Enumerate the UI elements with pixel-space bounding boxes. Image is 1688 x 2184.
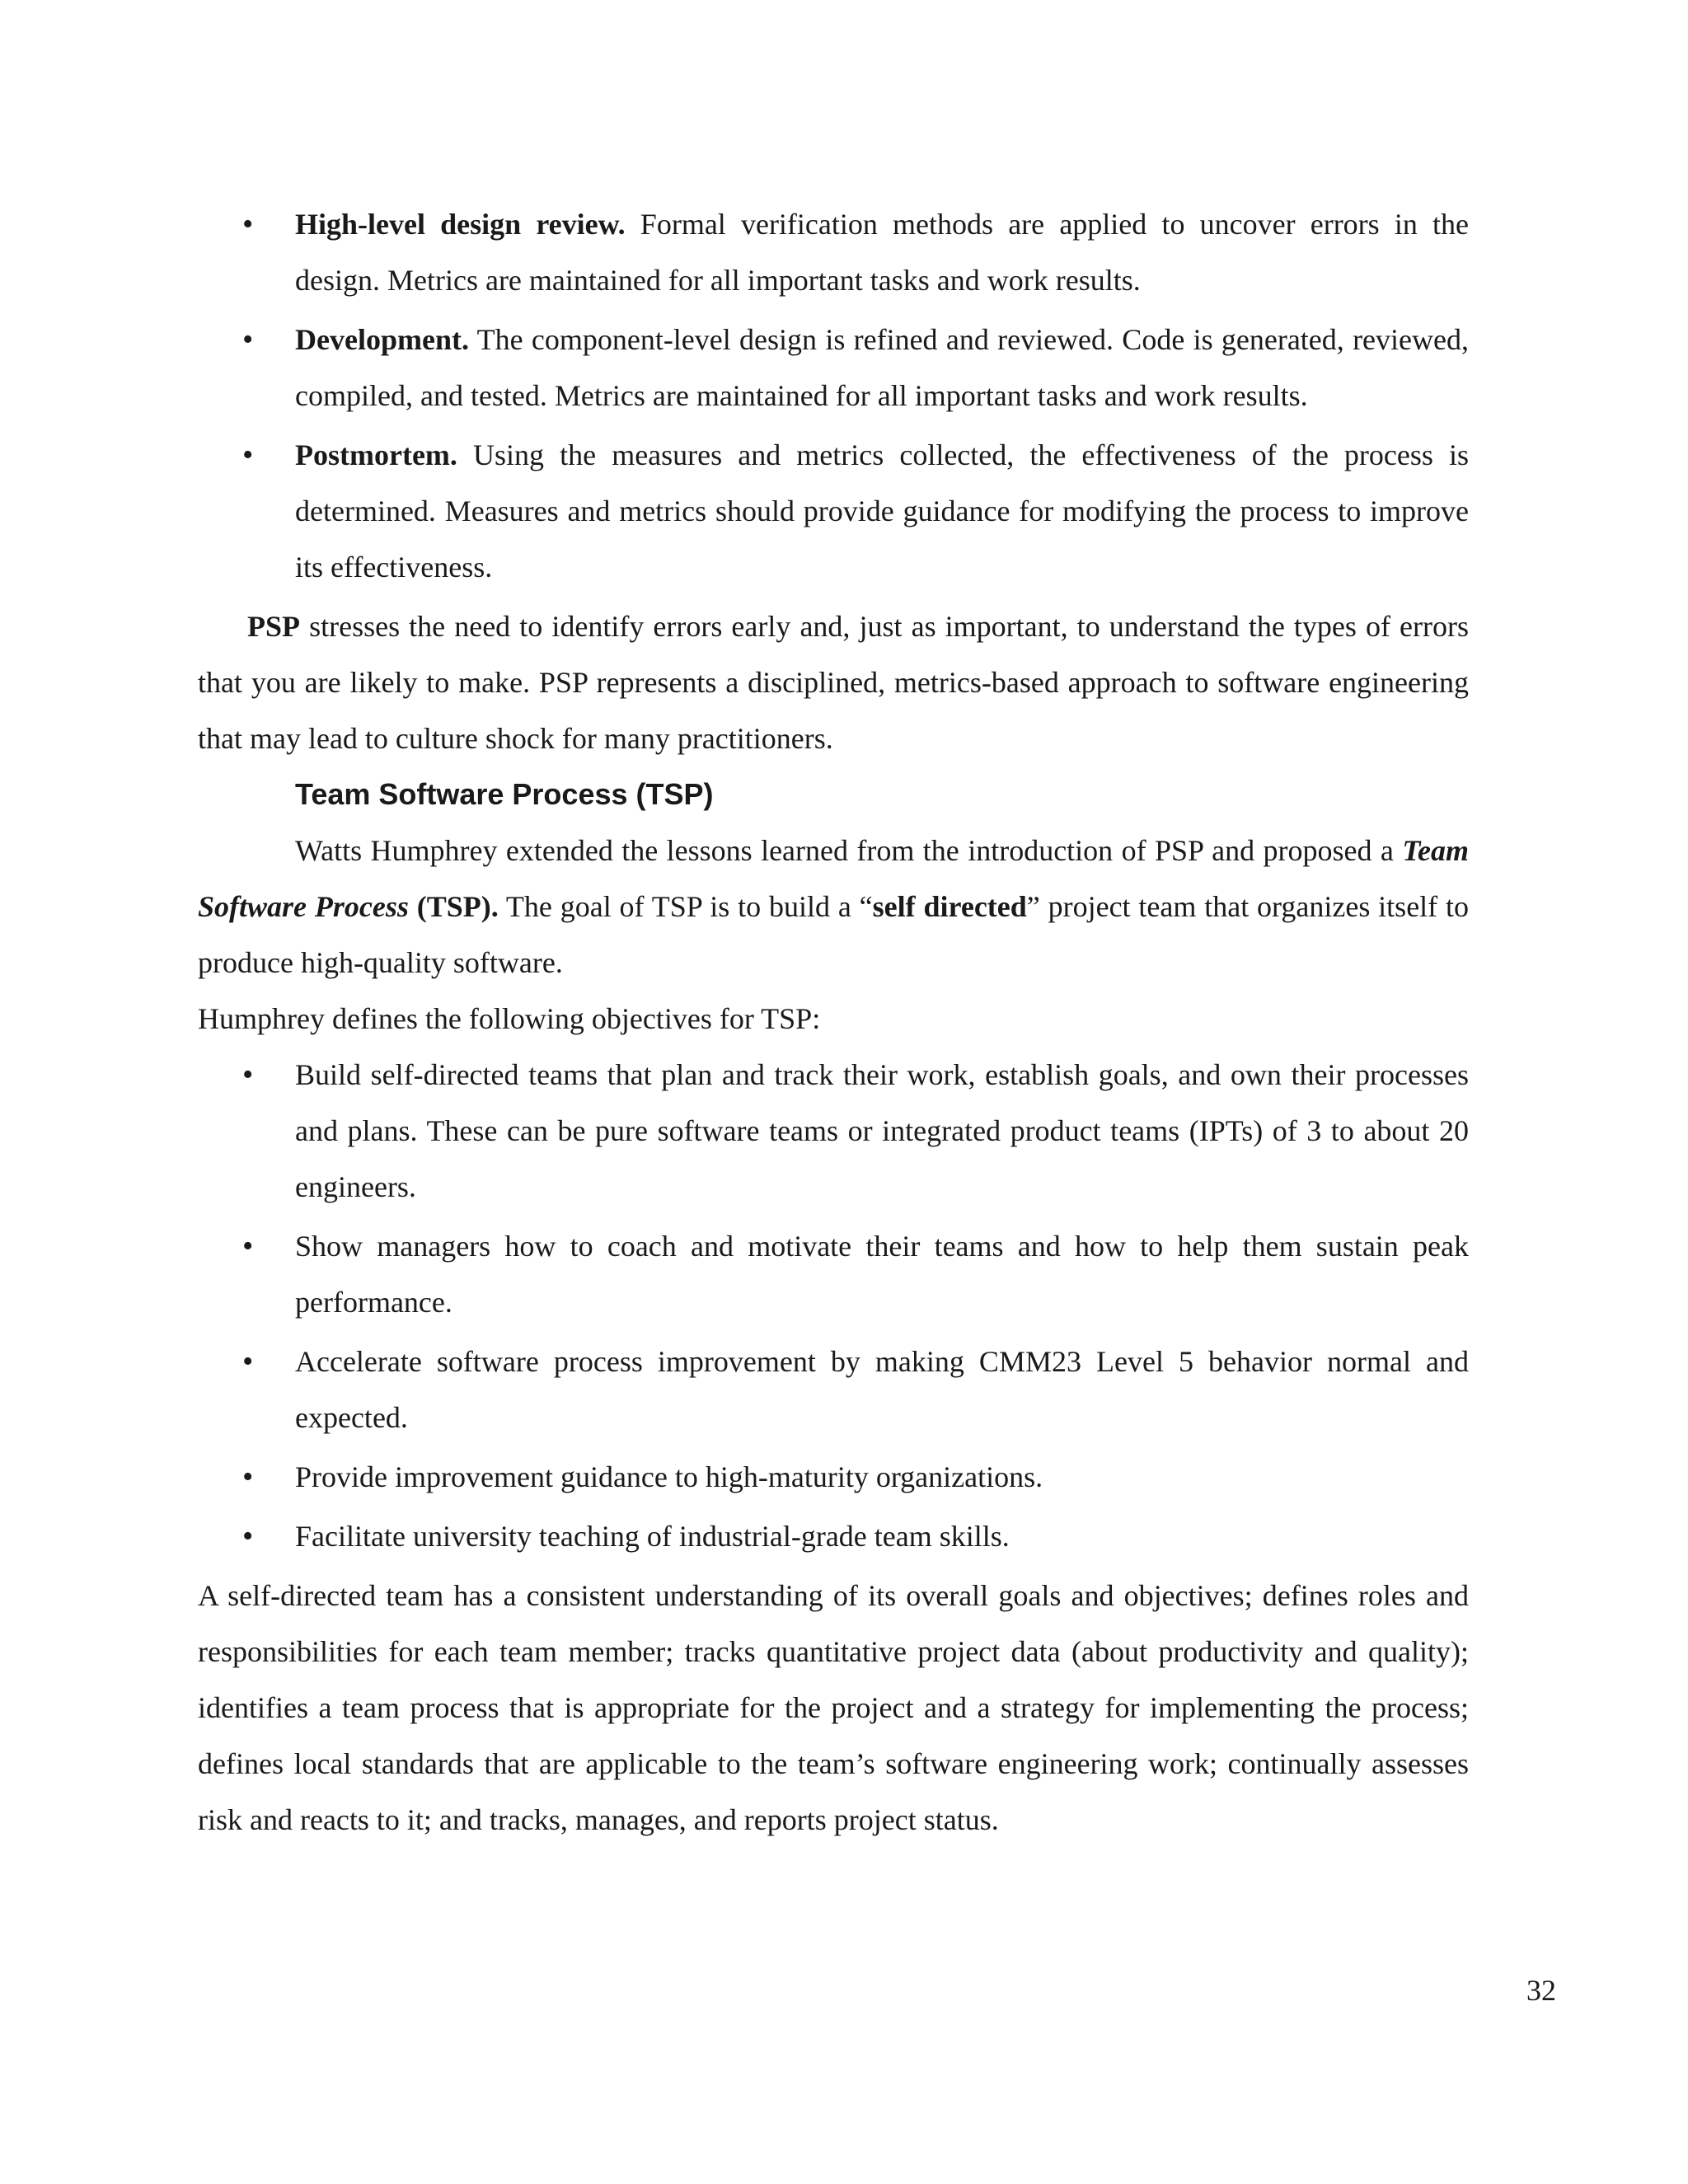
objectives-list <box>198 1047 1469 1564</box>
list-item <box>198 196 1469 308</box>
list-item: • Provide improvement guidance to high-maturity organizations. <box>198 1449 1469 1505</box>
psp-lead: PSP <box>247 610 301 643</box>
bullet-label: High-level design review. <box>295 208 626 241</box>
section-heading: Team Software Process (TSP) <box>295 777 714 811</box>
document-page <box>198 196 1469 1848</box>
list-item <box>198 312 1469 424</box>
tsp-term: Team Software Process <box>198 834 1469 923</box>
closing-paragraph: A self-directed team has a consistent understanding of its overall goals and objectives; defines roles and responsibilities for each team member; tracks quantitative project data (about productivity and quality); identifies a team process that is appropriate for the project and a strategy for implementing the process; defines local standards that are applicable to the team’s software engineering work; continually assesses risk and reacts to it; and tracks, manages, and reports project status. <box>198 1579 1469 1836</box>
page-number: 32 <box>1526 1974 1556 2007</box>
self-directed-emphasis: self directed <box>872 890 1027 923</box>
tsp-intro-text-2: The goal of TSP is to build a “ <box>498 890 873 923</box>
list-item: • Build self-directed teams that plan and track their work, establish goals, and own their processes and plans. These can be pure software teams or integrated product teams (IPTs) of 3 to about 20 engineers. <box>198 1047 1469 1215</box>
process-steps-list <box>198 196 1469 595</box>
tsp-abbr: (TSP). <box>416 890 499 923</box>
bullet-text: Using the measures and metrics collected, the effectiveness of the process is determined. Measures and metrics should provide guidance for modifying the process to improve its effectiveness. <box>295 438 1469 583</box>
bullet-label: Postmortem. <box>295 438 457 471</box>
bullet-text: Formal verification methods are applied to uncover errors in the design. Metrics are maintained for all important tasks and work results. <box>295 208 1469 297</box>
bullet-label: Development. <box>295 323 469 356</box>
psp-text: stresses the need to identify errors early and, just as important, to understand the types of errors that you are likely to make. PSP represents a disciplined, metrics-based approach to software engineering that may lead to culture shock for many practitioners. <box>198 610 1469 755</box>
list-item: • Facilitate university teaching of industrial-grade team skills. <box>198 1508 1469 1564</box>
tsp-intro-text-3: ” project team that organizes itself to produce high-quality software. <box>198 890 1470 979</box>
list-item: • Accelerate software process improvement by making CMM23 Level 5 behavior normal and expected. <box>198 1333 1469 1446</box>
bullet-text: The component-level design is refined and reviewed. Code is generated, reviewed, compiled, and tested. Metrics are maintained for all important tasks and work results. <box>295 323 1469 412</box>
psp-paragraph <box>198 598 1469 766</box>
list-item: • Show managers how to coach and motivate their teams and how to help them sustain peak performance. <box>198 1218 1469 1330</box>
tsp-intro-paragraph <box>198 823 1469 991</box>
tsp-intro-text: Watts Humphrey extended the lessons learned from the introduction of PSP and proposed a <box>295 834 1403 867</box>
list-item <box>198 427 1469 595</box>
objectives-intro: Humphrey defines the following objectives for TSP: <box>198 1002 821 1035</box>
tsp-intro-space <box>409 890 417 923</box>
